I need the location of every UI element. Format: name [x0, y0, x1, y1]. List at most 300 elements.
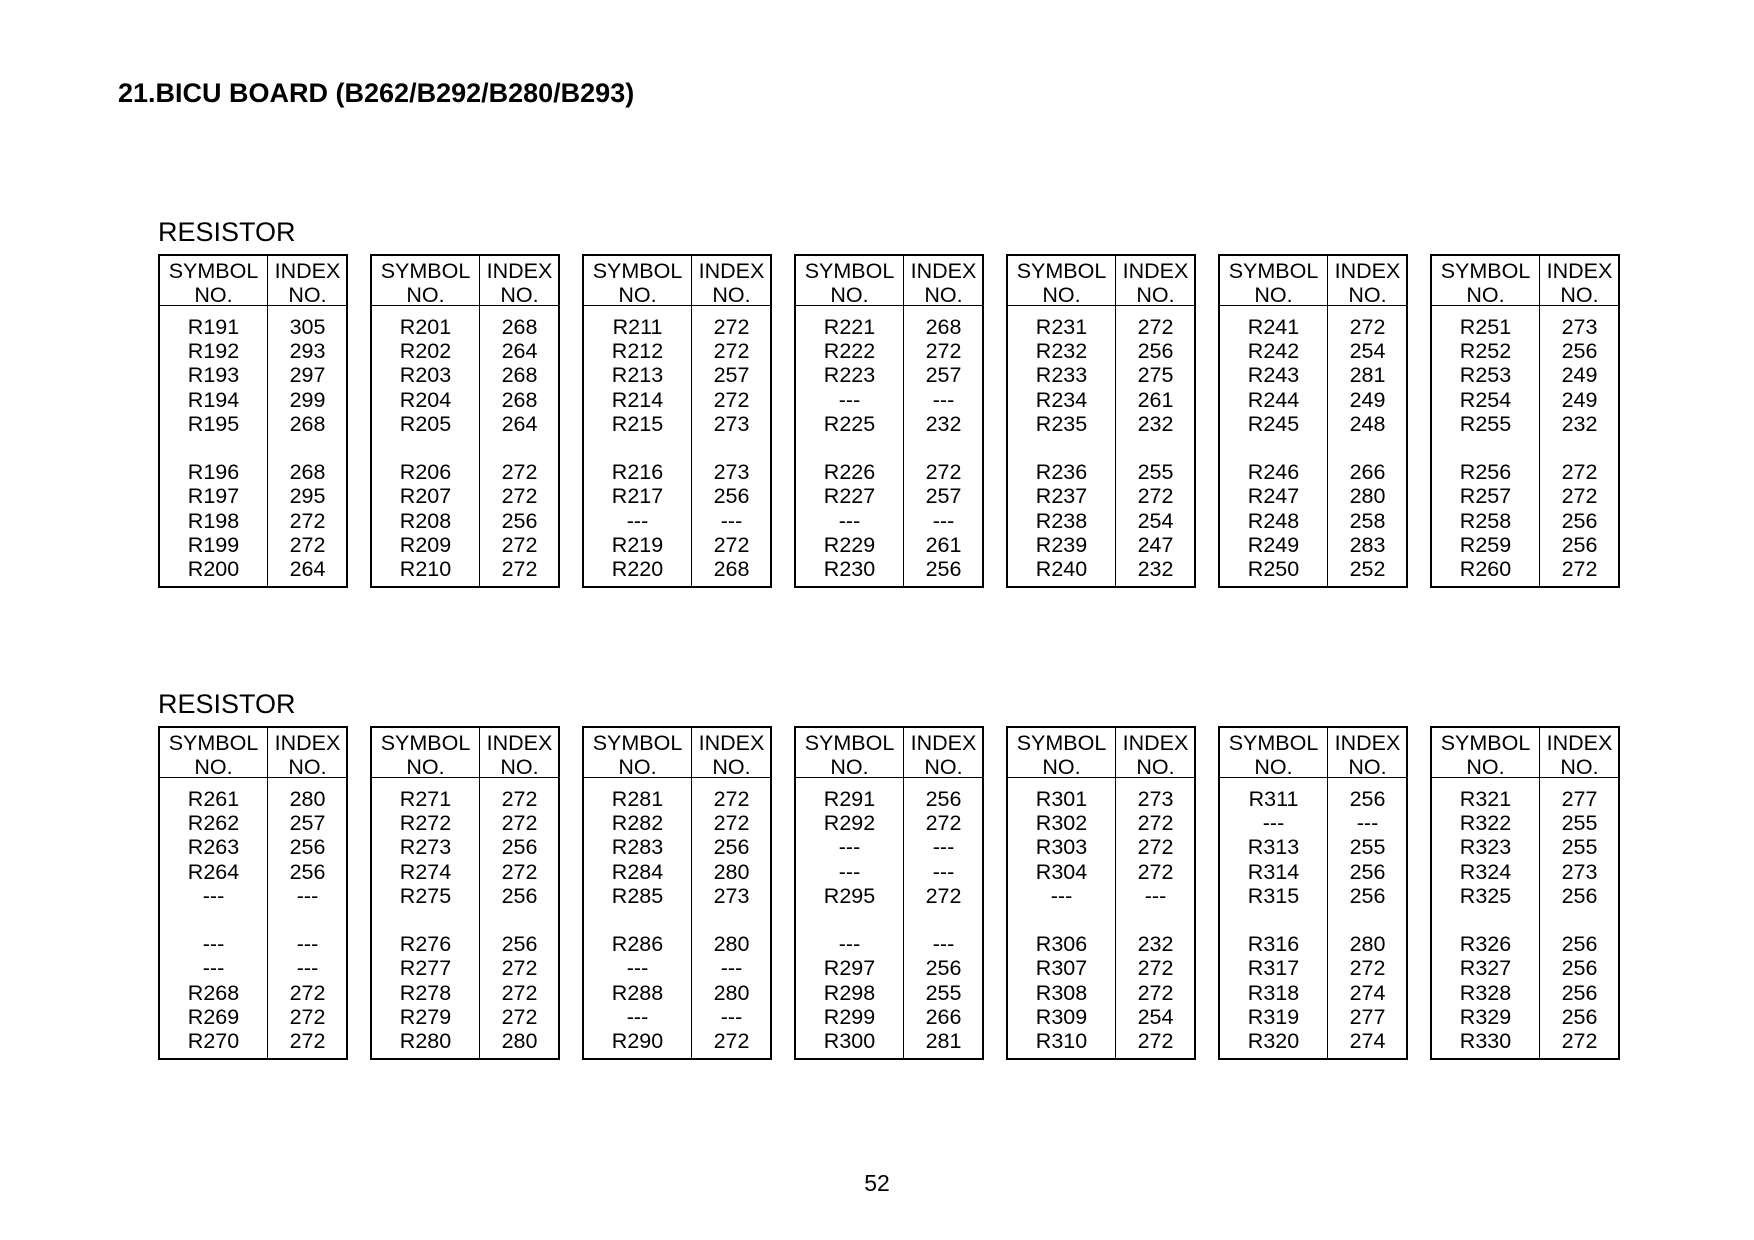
symbol-cell: --- [1262, 811, 1285, 836]
table-row [584, 787, 770, 811]
symbol-cell: R198 [187, 508, 240, 533]
table-row [1008, 315, 1194, 339]
symbol-cell: R298 [823, 980, 876, 1005]
table-row [1220, 509, 1406, 533]
table-row [160, 533, 346, 557]
symbol-cell: R251 [1459, 315, 1512, 339]
symbol-column-header [1432, 259, 1539, 307]
index-cell: 264 [501, 411, 538, 436]
index-header-line: INDEX [910, 731, 977, 755]
index-cell: 256 [925, 956, 962, 981]
table-row [1220, 787, 1406, 811]
symbol-cell: R314 [1247, 859, 1300, 884]
index-cell: 266 [925, 1004, 962, 1029]
parts-table [1430, 254, 1620, 588]
table-body [1008, 787, 1194, 1053]
table-row [796, 932, 982, 956]
table-row [1432, 533, 1618, 557]
index-cell: 272 [925, 339, 962, 364]
table-row [372, 884, 558, 908]
table-row [1220, 388, 1406, 412]
symbol-cell: R330 [1459, 1028, 1512, 1053]
index-header-line: NO. [288, 755, 327, 779]
symbol-cell: R203 [399, 363, 452, 388]
table-row [372, 932, 558, 956]
index-cell: 272 [1137, 484, 1174, 509]
index-header-line: INDEX [1122, 731, 1189, 755]
index-column-header [1327, 731, 1408, 779]
table-header [1220, 728, 1406, 778]
index-cell: 272 [289, 532, 326, 557]
parts-table [582, 726, 772, 1060]
index-column-header [691, 259, 772, 307]
index-header-line: INDEX [1546, 731, 1613, 755]
symbol-cell: R304 [1035, 859, 1088, 884]
symbol-cell: R208 [399, 508, 452, 533]
symbol-cell: --- [838, 835, 861, 860]
table-row [160, 932, 346, 956]
index-column-header [1327, 259, 1408, 307]
index-cell: 256 [1349, 787, 1386, 811]
table-row [1432, 1005, 1618, 1029]
table-row [1008, 932, 1194, 956]
index-column-header [903, 731, 984, 779]
page-title: 21.BICU BOARD (B262/B292/B280/B293) [118, 78, 635, 108]
table-header [584, 728, 770, 778]
symbol-cell: R250 [1247, 556, 1300, 581]
index-header-line: NO. [500, 283, 539, 307]
table-body [584, 315, 770, 581]
table-row [1220, 315, 1406, 339]
symbol-cell: R195 [187, 411, 240, 436]
table-row [1220, 460, 1406, 484]
symbol-column-header [372, 731, 479, 779]
index-cell: 256 [925, 556, 962, 581]
symbol-cell: R295 [823, 883, 876, 908]
symbol-cell: R207 [399, 484, 452, 509]
table-body [1220, 787, 1406, 1053]
table-row [796, 956, 982, 980]
symbol-cell: R235 [1035, 411, 1088, 436]
index-cell: 272 [1137, 811, 1174, 836]
parts-table [158, 254, 348, 588]
symbol-cell: R316 [1247, 932, 1300, 957]
symbol-cell: R301 [1035, 787, 1088, 811]
symbol-column-header [160, 259, 267, 307]
symbol-cell: R290 [611, 1028, 664, 1053]
index-column-header [1115, 731, 1196, 779]
index-cell: 256 [501, 883, 538, 908]
parts-tables [158, 254, 1628, 590]
index-cell: 299 [289, 387, 326, 412]
symbol-cell: R269 [187, 1004, 240, 1029]
index-cell: --- [1356, 811, 1379, 836]
symbol-cell: R302 [1035, 811, 1088, 836]
table-header [1008, 728, 1194, 778]
table-row [160, 787, 346, 811]
symbol-cell: R242 [1247, 339, 1300, 364]
index-cell: 283 [1349, 532, 1386, 557]
symbol-header-line: SYMBOL [168, 259, 259, 283]
index-cell: 280 [289, 787, 326, 811]
resistor-section-2 [158, 688, 1628, 1062]
table-row [160, 981, 346, 1005]
symbol-cell: R284 [611, 859, 664, 884]
table-row [1008, 1005, 1194, 1029]
table-header [1432, 728, 1618, 778]
table-row [584, 956, 770, 980]
index-cell: 272 [501, 1004, 538, 1029]
symbol-cell: R329 [1459, 1004, 1512, 1029]
index-cell: 268 [501, 387, 538, 412]
index-cell: 272 [713, 532, 750, 557]
table-row [160, 557, 346, 581]
symbol-cell: R317 [1247, 956, 1300, 981]
index-cell: 256 [925, 787, 962, 811]
index-cell: 272 [501, 859, 538, 884]
table-header [796, 728, 982, 778]
symbol-header-line: NO. [618, 755, 657, 779]
symbol-cell: R261 [187, 787, 240, 811]
symbol-cell: R280 [399, 1028, 452, 1053]
symbol-cell: R292 [823, 811, 876, 836]
table-body [1432, 315, 1618, 581]
index-cell: 272 [1137, 835, 1174, 860]
table-body [372, 787, 558, 1053]
symbol-cell: R232 [1035, 339, 1088, 364]
index-cell: --- [932, 835, 955, 860]
table-row [584, 557, 770, 581]
symbol-cell: R285 [611, 883, 664, 908]
table-row [160, 956, 346, 980]
symbol-cell: R200 [187, 556, 240, 581]
index-cell: 247 [1137, 532, 1174, 557]
index-cell: 255 [1137, 460, 1174, 485]
index-cell: 256 [1349, 859, 1386, 884]
symbol-column-header [584, 731, 691, 779]
table-row [1008, 509, 1194, 533]
table-row [160, 835, 346, 859]
symbol-header-line: NO. [830, 755, 869, 779]
table-row [1008, 956, 1194, 980]
index-cell: 249 [1561, 363, 1598, 388]
index-cell: 232 [925, 411, 962, 436]
symbol-column-header [160, 731, 267, 779]
index-cell: 256 [1561, 508, 1598, 533]
index-cell: 272 [713, 787, 750, 811]
symbol-cell: R279 [399, 1004, 452, 1029]
table-row [372, 412, 558, 436]
table-row [372, 956, 558, 980]
section-label: RESISTOR [158, 217, 296, 247]
index-cell: 272 [289, 980, 326, 1005]
index-header-line: INDEX [274, 259, 341, 283]
symbol-cell: R233 [1035, 363, 1088, 388]
table-row [1432, 509, 1618, 533]
symbol-cell: R191 [187, 315, 240, 339]
table-header [372, 728, 558, 778]
symbol-cell: R197 [187, 484, 240, 509]
symbol-header-line: NO. [406, 755, 445, 779]
index-cell: 272 [1561, 556, 1598, 581]
table-row [160, 811, 346, 835]
symbol-cell: R274 [399, 859, 452, 884]
index-cell: 272 [925, 811, 962, 836]
table-row [1220, 363, 1406, 387]
table-row [584, 835, 770, 859]
symbol-cell: R288 [611, 980, 664, 1005]
symbol-cell: R257 [1459, 484, 1512, 509]
table-row [584, 533, 770, 557]
symbol-cell: --- [1050, 883, 1073, 908]
symbol-cell: R226 [823, 460, 876, 485]
symbol-cell: R230 [823, 556, 876, 581]
index-cell: 272 [1349, 315, 1386, 339]
table-row [1220, 932, 1406, 956]
table-row [1220, 1029, 1406, 1053]
table-row [1220, 956, 1406, 980]
index-cell: --- [296, 883, 319, 908]
table-row [584, 388, 770, 412]
index-header-line: INDEX [1546, 259, 1613, 283]
symbol-column-header [796, 731, 903, 779]
symbol-cell: R283 [611, 835, 664, 860]
index-cell: 293 [289, 339, 326, 364]
symbol-cell: R209 [399, 532, 452, 557]
table-row [1432, 860, 1618, 884]
table-row [1220, 557, 1406, 581]
symbol-cell: R219 [611, 532, 664, 557]
symbol-header-line: NO. [1254, 755, 1293, 779]
symbol-cell: --- [838, 508, 861, 533]
table-row [1432, 787, 1618, 811]
symbol-header-line: SYMBOL [1016, 259, 1107, 283]
symbol-cell: R216 [611, 460, 664, 485]
index-cell: 272 [1137, 956, 1174, 981]
symbol-cell: R299 [823, 1004, 876, 1029]
index-cell: 273 [1137, 787, 1174, 811]
symbol-cell: R238 [1035, 508, 1088, 533]
index-cell: --- [296, 932, 319, 957]
symbol-cell: R192 [187, 339, 240, 364]
index-cell: --- [720, 508, 743, 533]
index-cell: 255 [925, 980, 962, 1005]
table-row [1432, 981, 1618, 1005]
table-row [372, 811, 558, 835]
index-cell: 273 [713, 460, 750, 485]
symbol-column-header [372, 259, 479, 307]
table-row [160, 860, 346, 884]
symbol-cell: R249 [1247, 532, 1300, 557]
table-row [1008, 363, 1194, 387]
symbol-cell: R201 [399, 315, 452, 339]
table-row [584, 412, 770, 436]
table-row [1432, 557, 1618, 581]
index-header-line: INDEX [698, 731, 765, 755]
index-cell: 256 [1561, 883, 1598, 908]
table-body [796, 787, 982, 1053]
symbol-cell: R322 [1459, 811, 1512, 836]
index-header-line: NO. [1136, 283, 1175, 307]
symbol-cell: R315 [1247, 883, 1300, 908]
index-column-header [267, 259, 348, 307]
symbol-cell: R215 [611, 411, 664, 436]
table-row [1220, 860, 1406, 884]
symbol-cell: R213 [611, 363, 664, 388]
symbol-cell: --- [838, 932, 861, 957]
index-cell: 272 [1137, 859, 1174, 884]
table-row [584, 363, 770, 387]
table-row [796, 787, 982, 811]
index-cell: 272 [713, 339, 750, 364]
table-row [796, 339, 982, 363]
section-label: RESISTOR [158, 689, 296, 719]
table-row [1432, 1029, 1618, 1053]
index-header-line: NO. [924, 755, 963, 779]
index-header-line: NO. [712, 283, 751, 307]
index-cell: 256 [289, 859, 326, 884]
index-cell: 256 [501, 508, 538, 533]
table-row [372, 787, 558, 811]
symbol-cell: R278 [399, 980, 452, 1005]
table-row [796, 388, 982, 412]
symbol-cell: R206 [399, 460, 452, 485]
table-row [584, 860, 770, 884]
table-row [160, 363, 346, 387]
symbol-cell: R270 [187, 1028, 240, 1053]
symbol-header-line: SYMBOL [1440, 259, 1531, 283]
symbol-cell: --- [626, 508, 649, 533]
symbol-cell: R313 [1247, 835, 1300, 860]
index-cell: 249 [1561, 387, 1598, 412]
table-body [1432, 787, 1618, 1053]
index-column-header [1539, 731, 1620, 779]
symbol-cell: R196 [187, 460, 240, 485]
table-row [796, 1029, 982, 1053]
symbol-cell: R246 [1247, 460, 1300, 485]
table-row [160, 315, 346, 339]
table-header [584, 256, 770, 306]
index-cell: --- [720, 956, 743, 981]
index-header-line: INDEX [1334, 259, 1401, 283]
table-row [372, 315, 558, 339]
table-row [796, 363, 982, 387]
symbol-header-line: SYMBOL [1440, 731, 1531, 755]
table-row [1220, 884, 1406, 908]
symbol-cell: R311 [1248, 787, 1299, 811]
table-row [584, 509, 770, 533]
index-cell: --- [932, 508, 955, 533]
symbol-cell: R247 [1247, 484, 1300, 509]
symbol-cell: R243 [1247, 363, 1300, 388]
index-column-header [1115, 259, 1196, 307]
resistor-section-1 [158, 216, 1628, 590]
table-row [372, 388, 558, 412]
index-cell: 272 [289, 508, 326, 533]
symbol-cell: R277 [399, 956, 452, 981]
index-cell: 257 [925, 363, 962, 388]
symbol-cell: R272 [399, 811, 452, 836]
symbol-cell: --- [838, 859, 861, 884]
symbol-column-header [1008, 259, 1115, 307]
symbol-header-line: NO. [1466, 755, 1505, 779]
symbol-header-line: SYMBOL [804, 259, 895, 283]
index-cell: 255 [1561, 835, 1598, 860]
index-cell: 268 [289, 460, 326, 485]
table-row [1008, 339, 1194, 363]
index-cell: 257 [289, 811, 326, 836]
index-cell: 272 [501, 811, 538, 836]
index-cell: 273 [1561, 859, 1598, 884]
index-header-line: INDEX [486, 731, 553, 755]
symbol-cell: R241 [1247, 315, 1300, 339]
table-row [796, 315, 982, 339]
index-cell: 232 [1561, 411, 1598, 436]
symbol-header-line: NO. [406, 283, 445, 307]
symbol-cell: R220 [611, 556, 664, 581]
table-body [372, 315, 558, 581]
index-column-header [691, 731, 772, 779]
index-column-header [479, 259, 560, 307]
index-cell: 256 [1137, 339, 1174, 364]
symbol-cell: --- [202, 956, 225, 981]
symbol-header-line: SYMBOL [380, 259, 471, 283]
index-cell: 256 [713, 835, 750, 860]
symbol-cell: R328 [1459, 980, 1512, 1005]
index-cell: 268 [925, 315, 962, 339]
symbol-cell: R237 [1035, 484, 1088, 509]
symbol-header-line: SYMBOL [1228, 259, 1319, 283]
index-cell: 272 [1561, 460, 1598, 485]
symbol-cell: R324 [1459, 859, 1512, 884]
index-header-line: NO. [712, 755, 751, 779]
symbol-cell: R309 [1035, 1004, 1088, 1029]
index-cell: 255 [1561, 811, 1598, 836]
symbol-cell: R204 [399, 387, 452, 412]
symbol-header-line: SYMBOL [1016, 731, 1107, 755]
symbol-column-header [1220, 259, 1327, 307]
index-cell: 272 [1561, 1028, 1598, 1053]
symbol-column-header [1220, 731, 1327, 779]
table-row [1220, 835, 1406, 859]
table-row [584, 884, 770, 908]
table-row [1432, 339, 1618, 363]
index-cell: 257 [925, 484, 962, 509]
table-row [584, 1029, 770, 1053]
table-row [372, 533, 558, 557]
table-row [372, 981, 558, 1005]
symbol-cell: R194 [187, 387, 240, 412]
symbol-header-line: NO. [194, 283, 233, 307]
symbol-cell: R255 [1459, 411, 1512, 436]
table-row [1432, 315, 1618, 339]
symbol-column-header [584, 259, 691, 307]
table-row [1008, 412, 1194, 436]
symbol-cell: R327 [1459, 956, 1512, 981]
symbol-cell: R211 [612, 315, 663, 339]
index-header-line: NO. [500, 755, 539, 779]
index-cell: 272 [1561, 484, 1598, 509]
table-row [796, 1005, 982, 1029]
symbol-cell: R286 [611, 932, 664, 957]
index-cell: 256 [1561, 932, 1598, 957]
table-row [584, 315, 770, 339]
page-number: 52 [864, 1170, 890, 1196]
index-cell: 254 [1137, 508, 1174, 533]
symbol-cell: R236 [1035, 460, 1088, 485]
table-row [1432, 460, 1618, 484]
index-cell: 256 [289, 835, 326, 860]
